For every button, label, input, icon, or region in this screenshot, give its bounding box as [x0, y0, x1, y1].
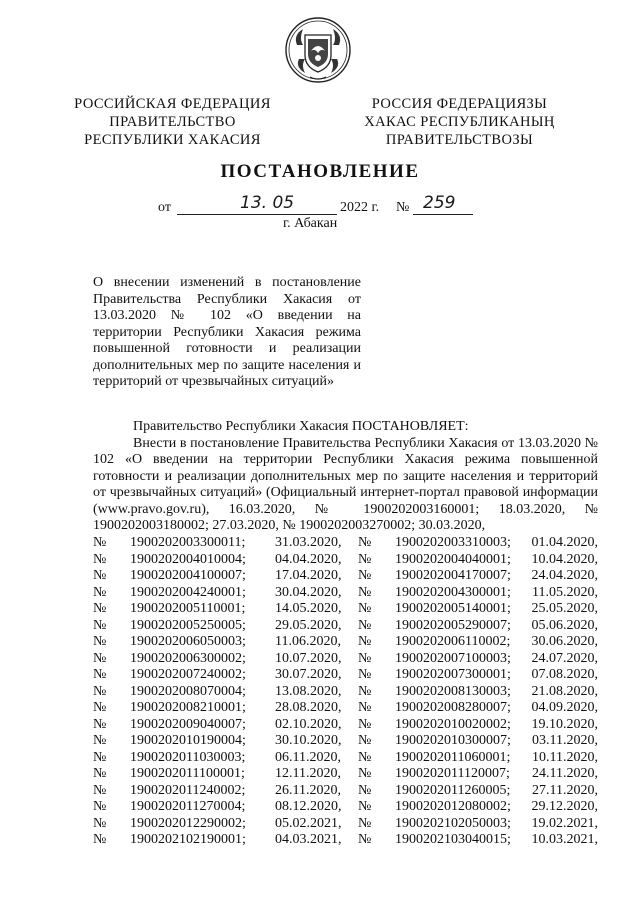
registry-row	[93, 535, 598, 552]
registry-row	[93, 634, 598, 651]
registry-number: 1900202004300001;	[395, 584, 511, 600]
publication-date: 05.06.2020,	[531, 617, 598, 633]
registry-row	[93, 799, 598, 816]
registry-number: 1900202012080002;	[395, 799, 511, 814]
publication-date: 21.08.2020,	[531, 683, 598, 699]
registry-row	[93, 766, 598, 783]
number-sign: №	[93, 650, 107, 666]
registry-number: 1900202008130003;	[395, 683, 511, 699]
date-from-label: от	[158, 200, 171, 215]
registry-number: 1900202011060001;	[395, 749, 511, 765]
number-sign: №	[93, 782, 107, 798]
registry-number: 1900202004040001;	[395, 551, 511, 567]
number-sign: №	[358, 716, 372, 732]
number-underline	[413, 214, 473, 215]
number-sign: №	[93, 766, 107, 781]
number-sign: №	[93, 815, 107, 831]
header-right-line: ХАКАС РЕСПУБЛИКАНЫҢ	[364, 114, 555, 130]
registry-row	[93, 601, 598, 618]
number-sign: №	[358, 749, 372, 765]
number-sign: №	[93, 617, 107, 633]
registry-row	[93, 832, 598, 849]
number-sign: №	[358, 601, 372, 616]
registry-number: 1900202102190001;	[130, 832, 246, 847]
number-sign: №	[93, 535, 107, 550]
publication-date: 14.05.2020,	[275, 601, 342, 616]
registry-row	[93, 585, 598, 602]
publication-date: 27.11.2020,	[532, 782, 598, 798]
registry-row	[93, 651, 598, 668]
publication-date: 06.11.2020,	[275, 749, 341, 765]
registry-number: 1900202004010004;	[130, 551, 246, 567]
publication-date: 04.09.2020,	[531, 700, 598, 715]
publication-date: 12.11.2020,	[275, 766, 341, 781]
publication-date: 24.04.2020,	[531, 568, 598, 583]
registry-number: 1900202005290007;	[395, 617, 511, 633]
registry-number: 1900202005110001;	[130, 601, 246, 616]
publication-date: 08.12.2020,	[275, 799, 342, 814]
registry-row	[93, 552, 598, 569]
publication-date: 17.04.2020,	[275, 568, 342, 583]
registry-row	[93, 750, 598, 767]
document-body	[93, 419, 598, 535]
registry-number: 1900202011270004;	[130, 799, 246, 814]
handwritten-date: 13. 05	[240, 193, 295, 213]
registry-number: 1900202006050003;	[130, 634, 246, 649]
publication-date: 30.04.2020,	[275, 584, 342, 600]
number-sign: №	[358, 551, 372, 567]
number-sign: №	[358, 782, 372, 798]
publication-date: 30.07.2020,	[275, 667, 342, 682]
publication-date: 10.03.2021,	[531, 832, 598, 847]
registry-number: 1900202012290002;	[130, 815, 246, 831]
publication-registry-list	[93, 535, 598, 849]
number-sign: №	[93, 634, 107, 649]
header-left-line: РЕСПУБЛИКИ ХАКАСИЯ	[84, 132, 261, 148]
registry-number: 1900202010300007;	[395, 733, 511, 748]
number-sign: №	[358, 733, 372, 748]
registry-number: 1900202007300001;	[395, 667, 511, 682]
registry-number: 1900202011240002;	[130, 782, 246, 798]
subject-text: О внесении изменений в постановление Правительства Республики Хакасия от 13.03.2020 № 102 «О введении на территории Республики Хакасия режима повышенной готовности и реализации дополнительных мер по защите населения и территорий от чрезвычайных ситуаций»	[93, 275, 361, 389]
body-paragraph: Внести в постановление Правительства Республики Хакасия от 13.03.2020 № 102 «О введении на территории Республики Хакасия режима повышенной готовности и реализации дополнительных мер по защите населения и территорий от чрезвычайных ситуаций» (Официальный интернет-портал правовой информации (www.pravo.gov.ru), 16.03.2020, № 1900202003160001; 18.03.2020, № 1900202003180002; 27.03.2020, № 1900202003270002; 30.03.2020,	[93, 435, 598, 533]
registry-number: 1900202005250005;	[130, 617, 246, 633]
publication-date: 10.11.2020,	[532, 749, 598, 765]
registry-row	[93, 783, 598, 800]
document-title: ПОСТАНОВЛЕНИЕ	[220, 161, 420, 182]
publication-date: 04.03.2021,	[275, 832, 342, 847]
registry-number: 1900202004240001;	[130, 584, 246, 600]
publication-date: 07.08.2020,	[531, 667, 598, 682]
publication-date: 30.10.2020,	[275, 733, 342, 748]
registry-row	[93, 733, 598, 750]
registry-number: 1900202005140001;	[395, 601, 511, 616]
registry-number: 1900202004170007;	[395, 568, 511, 583]
registry-number: 1900202009040007;	[130, 716, 246, 732]
registry-number: 1900202011030003;	[130, 749, 246, 765]
publication-date: 24.11.2020,	[532, 766, 598, 781]
publication-date: 25.05.2020,	[531, 601, 598, 616]
city-label: г. Абакан	[283, 216, 338, 231]
number-sign: №	[358, 584, 372, 600]
registry-number: 1900202011260005;	[395, 782, 511, 798]
publication-date: 11.05.2020,	[532, 584, 598, 600]
publication-date: 04.04.2020,	[275, 551, 342, 567]
number-sign: №	[93, 584, 107, 600]
publication-date: 29.05.2020,	[275, 617, 342, 633]
registry-row	[93, 618, 598, 635]
registry-number: 1900202008210001;	[130, 700, 246, 715]
header-right-block	[357, 95, 562, 149]
header-left-line: РОССИЙСКАЯ ФЕДЕРАЦИЯ	[74, 96, 271, 112]
registry-number: 1900202006110002;	[395, 634, 511, 649]
number-sign: №	[358, 617, 372, 633]
registry-number: 1900202008280007;	[395, 700, 511, 715]
header-left-block	[70, 95, 275, 149]
number-sign: №	[93, 683, 107, 699]
number-sign: №	[93, 749, 107, 765]
decree-line: Правительство Республики Хакасия ПОСТАНОВЛЯЕТ:	[133, 419, 469, 434]
header-right-line: РОССИЯ ФЕДЕРАЦИЯЗЫ	[371, 96, 548, 112]
registry-row	[93, 816, 598, 833]
registry-row	[93, 700, 598, 717]
registry-number: 1900202008070004;	[130, 683, 246, 699]
publication-date: 30.06.2020,	[531, 634, 598, 649]
number-sign: №	[93, 568, 107, 583]
number-sign: №	[358, 634, 372, 649]
registry-number: 1900202102050003;	[395, 815, 511, 831]
header-right-line: ПРАВИТЕЛЬСТВОЗЫ	[385, 132, 534, 148]
registry-number: 1900202011100001;	[130, 766, 245, 781]
registry-number: 1900202010190004;	[130, 733, 246, 748]
date-underline	[177, 214, 337, 215]
number-sign: №	[358, 650, 372, 666]
publication-date: 19.10.2020,	[531, 716, 598, 732]
registry-number: 1900202007240002;	[130, 667, 246, 682]
number-sign: №	[93, 716, 107, 732]
publication-date: 10.04.2020,	[531, 551, 598, 567]
registry-number: 1900202007100003;	[395, 650, 511, 666]
publication-date: 02.10.2020,	[275, 716, 342, 732]
publication-date: 11.06.2020,	[275, 634, 341, 649]
registry-number: 1900202003300011;	[130, 535, 246, 550]
number-label: №	[396, 200, 410, 215]
date-year: 2022 г.	[340, 200, 380, 215]
publication-date: 28.08.2020,	[275, 700, 342, 715]
number-sign: №	[93, 832, 107, 847]
handwritten-number: 259	[423, 193, 456, 213]
publication-date: 03.11.2020,	[532, 733, 598, 748]
registry-row	[93, 717, 598, 734]
publication-date: 19.02.2021,	[531, 815, 598, 831]
publication-date: 10.07.2020,	[275, 650, 342, 666]
number-sign: №	[93, 799, 107, 814]
registry-number: 1900202010020002;	[395, 716, 511, 732]
publication-date: 29.12.2020,	[531, 799, 598, 814]
registry-number: 1900202004100007;	[130, 568, 246, 583]
header-left-line: ПРАВИТЕЛЬСТВО	[109, 114, 236, 130]
publication-date: 01.04.2020,	[531, 535, 598, 550]
document-subject	[93, 275, 361, 391]
registry-number: 1900202006300002;	[130, 650, 246, 666]
number-sign: №	[358, 667, 372, 682]
number-sign: №	[358, 832, 372, 847]
number-sign: №	[358, 799, 372, 814]
registry-number: 1900202103040015;	[395, 832, 511, 847]
number-sign: №	[93, 733, 107, 748]
number-sign: №	[358, 568, 372, 583]
publication-date: 24.07.2020,	[531, 650, 598, 666]
number-sign: №	[358, 683, 372, 699]
number-sign: №	[93, 601, 107, 616]
number-sign: №	[358, 766, 372, 781]
number-sign: №	[358, 535, 372, 550]
coat-of-arms-emblem	[283, 15, 353, 85]
registry-number: 1900202003310003;	[395, 535, 511, 550]
number-sign: №	[358, 700, 372, 715]
registry-row	[93, 568, 598, 585]
publication-date: 31.03.2020,	[275, 535, 342, 550]
registry-number: 1900202011120007;	[395, 766, 510, 781]
registry-row	[93, 667, 598, 684]
publication-date: 05.02.2021,	[275, 815, 342, 831]
number-sign: №	[93, 700, 107, 715]
registry-row	[93, 684, 598, 701]
publication-date: 26.11.2020,	[275, 782, 341, 798]
number-sign: №	[358, 815, 372, 831]
number-sign: №	[93, 667, 107, 682]
number-sign: №	[93, 551, 107, 567]
publication-date: 13.08.2020,	[275, 683, 342, 699]
